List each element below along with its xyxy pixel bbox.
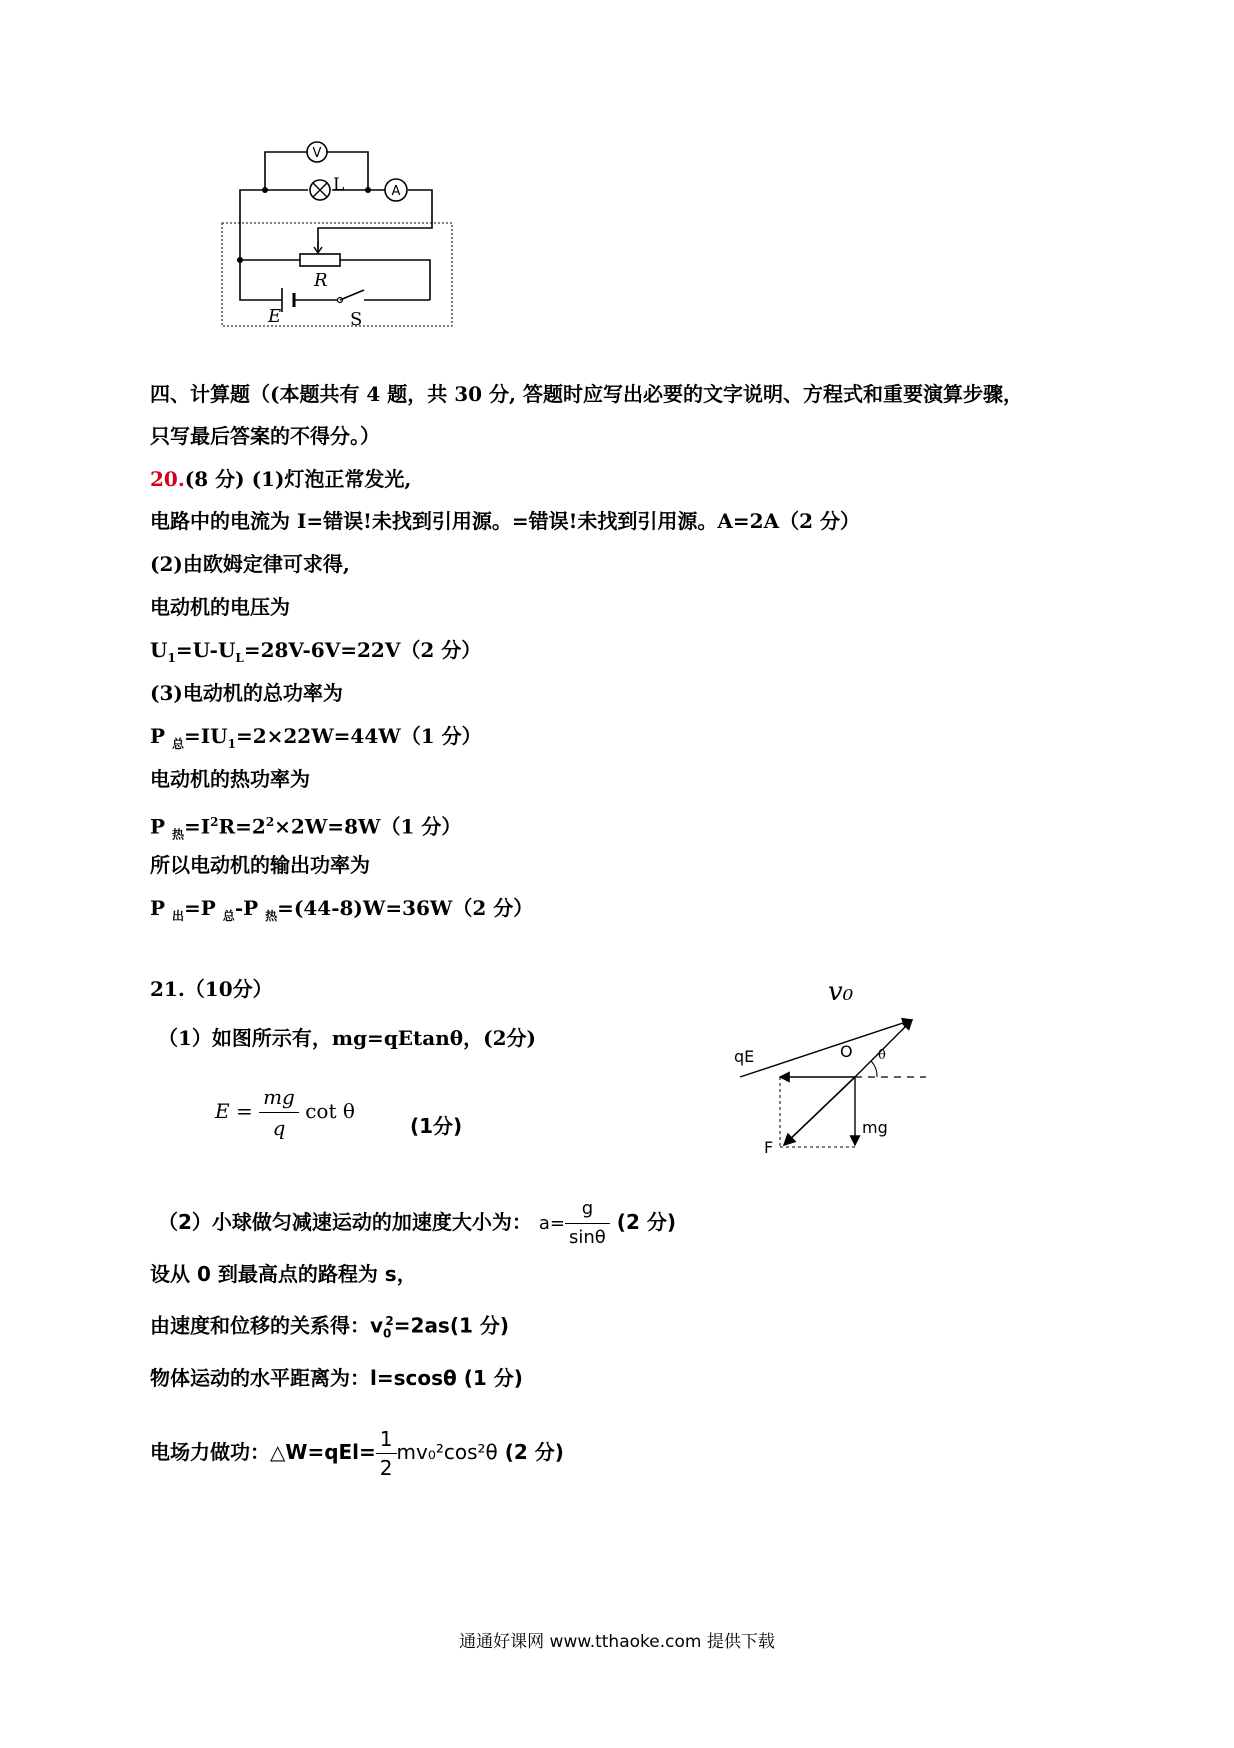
q21-eq1: E = $\frac{mg}{q}$ cot θ	[215, 1082, 355, 1143]
voltmeter-label: V	[312, 146, 322, 161]
q20-line8: 电动机的热功率为	[150, 767, 310, 791]
q20-line4: 电动机的电压为	[150, 595, 290, 619]
force-diagram	[734, 977, 960, 1185]
junction-dot	[365, 187, 371, 193]
q21-line3: 设从 0 到最高点的路程为 s，	[150, 1262, 417, 1286]
mg-label: mg	[862, 1118, 888, 1137]
battery-left-wire	[240, 260, 282, 300]
qe-label: qE	[734, 1047, 755, 1066]
q20-line3: (2)由欧姆定律可求得,	[150, 552, 350, 576]
q21-line1: （1）如图所示有，mg=qEtanθ，(2分)	[158, 1026, 536, 1050]
q21-eq1-score: (1分)	[410, 1114, 463, 1138]
ammeter-label: A	[391, 184, 401, 199]
origin-label: O	[840, 1042, 853, 1061]
footer-text: 通通好课网 www.tthaoke.com 提供下载	[459, 1632, 775, 1652]
left-wire	[240, 190, 308, 260]
q20-line10: 所以电动机的输出功率为	[150, 853, 370, 877]
acceleration-fraction: $\frac{g}{\sin\theta}$	[565, 1195, 610, 1252]
lamp-label: L	[333, 175, 345, 195]
switch-icon	[340, 290, 364, 300]
switch-label: S	[350, 309, 363, 330]
q20-header: 20.(8 分) (1)灯泡正常发光,	[150, 467, 412, 491]
q21-line2: （2）小球做匀减速运动的加速度大小为： a= $\frac{g}{\sin\theta}$ (2 分)	[158, 1195, 676, 1252]
v0-label: v₀	[828, 977, 854, 1007]
slider-arrow-icon	[314, 242, 322, 253]
work-fraction: $\frac{1}{2}$	[376, 1425, 397, 1482]
junction-dot	[262, 187, 268, 193]
q20-line7: P $_总=IU_1=2\times 22W=44W(1$ 分）	[150, 724, 482, 751]
q21-header: 21.（10分）	[150, 977, 273, 1001]
dashed-box	[222, 223, 452, 326]
q20-number: 20.	[150, 467, 185, 491]
section-heading-line2: 只写最后答案的不得分。）	[150, 424, 380, 448]
q20-line5: $U_1=U-U_L=28V-6V=22V(2$ 分）	[150, 638, 482, 665]
f-label: F	[764, 1138, 774, 1157]
rheostat-label: R	[314, 270, 328, 291]
ammeter-to-slider-wire	[318, 190, 432, 250]
junction-dot	[237, 257, 243, 263]
battery-label: E	[268, 306, 282, 327]
section-heading-line1: 四、计算题（(本题共有 4 题，共 30 分, 答题时应写出必要的文字说明、方程式和重要演算步骤，	[150, 382, 1023, 406]
eq1-fraction: $\frac{mg}{q}$	[259, 1082, 299, 1143]
rheostat-icon	[300, 254, 340, 266]
q21-line5: 物体运动的水平距离为：l=scosθ (1 分)	[150, 1366, 523, 1390]
q21-line4: 由速度和位移的关系得：$v_0^2=2as(1$ 分)	[150, 1313, 509, 1341]
q20-line2: 电路中的电流为 I=错误!未找到引用源。=错误!未找到引用源。A=2A（2 分）	[150, 509, 860, 533]
q20-line6: (3)电动机的总功率为	[150, 681, 343, 705]
q20-line11: P $_出$=P $_总$-P $_热$=(44-8)W=36W（2 分）	[150, 896, 534, 923]
theta-arc	[871, 1061, 877, 1077]
v0-direction-arrow	[740, 1020, 912, 1077]
q20-line9: P $_热=I^2R=2^2\times 2W=8W(1$ 分）	[150, 814, 462, 842]
circuit-diagram	[240, 146, 530, 370]
resultant-force-arrow	[784, 1077, 855, 1145]
theta-label: θ	[878, 1048, 886, 1063]
q21-line6: 电场力做功：△W=qEl= $\frac{1}{2}$ mv₀²cos²θ (2 分)	[150, 1427, 564, 1480]
